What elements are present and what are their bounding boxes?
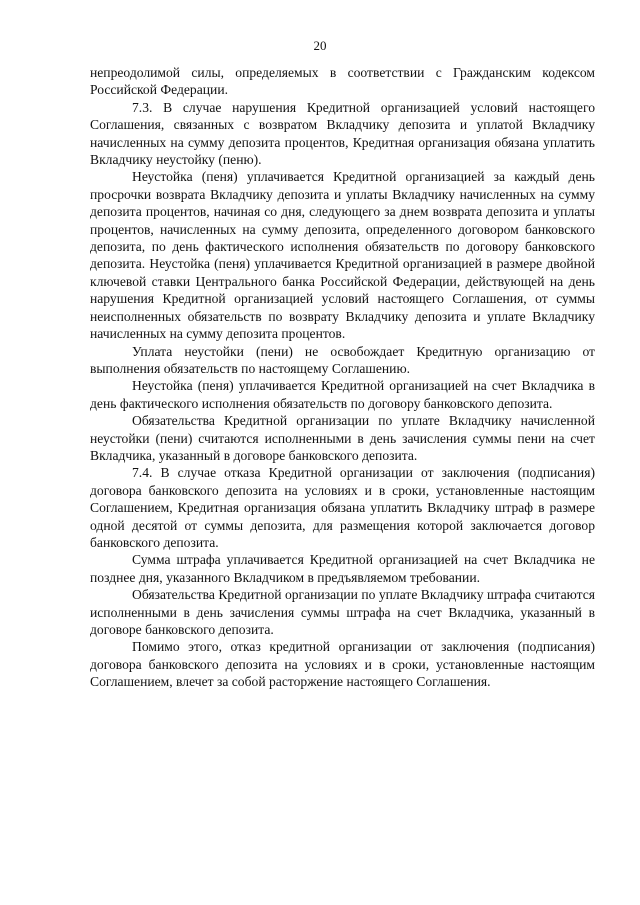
document-body [90, 64, 595, 691]
paragraph-penalty-payment-account: Неустойка (пеня) уплачивается Кредитной организацией на счет Вкладчика в день фактического исполнения обязательств по договору банковского депозита. [90, 378, 595, 411]
paragraph-fine-payment-deadline: Сумма штрафа уплачивается Кредитной организацией на счет Вкладчика не позднее дня, указанного Вкладчиком в предъявляемом требовании. [90, 552, 595, 585]
paragraph-penalty-fulfillment: Обязательства Кредитной организации по уплате Вкладчику начисленной неустойки (пени) считаются исполненными в день зачисления суммы пени на счет Вкладчика, указанный в договоре банковского депозита. [90, 413, 595, 463]
page-number: 20 [313, 38, 327, 53]
paragraph-penalty-no-release: Уплата неустойки (пени) не освобождает Кредитную организацию от выполнения обязательств по настоящему Соглашению. [90, 343, 595, 376]
paragraph-agreement-termination: Помимо этого, отказ кредитной организации от заключения (подписания) договора банковского депозита на условиях и в сроки, установленные настоящим Соглашением, влечет за собой расторжение настоящего Соглашения. [90, 639, 595, 690]
paragraph-penalty-calculation: Неустойка (пеня) уплачивается Кредитной организацией за каждый день просрочки возврата Вкладчику депозита и уплаты Вкладчику начисленных на сумму депозита процентов, начиная со дня, следующего за днем возврата депозита и уплаты процентов, начисленных на сумму депозита, определенного договором банковского депозита, по день фактического исполнения обязательств по договору банковского депозита. Неустойка (пеня) уплачивается Кредитной организацией в размере двойной ключевой ставки Центрального банка Российской Федерации, действующей на день нарушения Кредитной организацией условий настоящего Соглашения, от суммы неисполненных обязательств по возврату Вкладчику депозита и уплате Вкладчику начисленных на сумму депозита процентов. [90, 169, 595, 342]
paragraph-clause-7-3: 7.3. В случае нарушения Кредитной организацией условий настоящего Соглашения, связанных с возвратом Вкладчику депозита и уплатой Вкладчику начисленных на сумму депозита процентов, Кредитная организация обязана уплатить Вкладчику неустойку (пеню). [90, 99, 595, 168]
paragraph-fine-fulfillment: Обязательства Кредитной организации по уплате Вкладчику штрафа считаются исполненными в день зачисления суммы штрафа на счет Вкладчика, указанный в договоре банковского депозита. [90, 587, 595, 637]
paragraph-clause-7-4: 7.4. В случае отказа Кредитной организации от заключения (подписания) договора банковского депозита на условиях и в сроки, установленные настоящим Соглашением, Кредитная организация обязана уплатить Вкладчику штраф в размере одной десятой от суммы депозита, для размещения которой заключается договор банковского депозита. [90, 465, 595, 550]
paragraph-continuation: непреодолимой силы, определяемых в соответствии с Гражданским кодексом Российской Федерации. [90, 65, 595, 98]
